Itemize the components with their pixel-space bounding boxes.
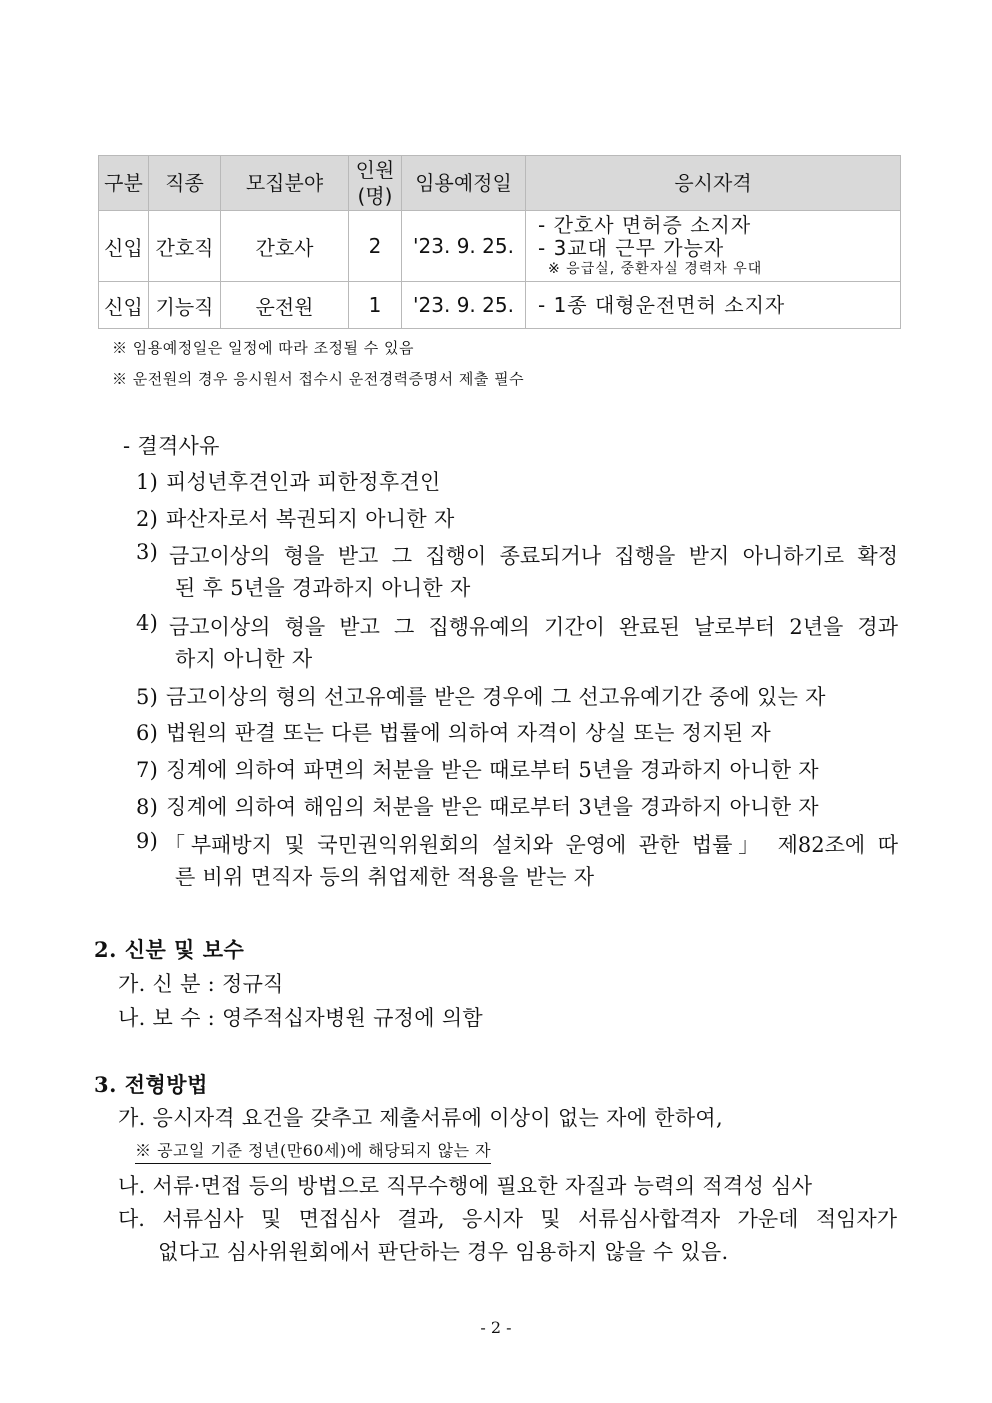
table-note: ※ 운전원의 경우 응시원서 접수시 운전경력증명서 제출 필수 bbox=[112, 370, 525, 388]
item-number: 4) bbox=[136, 611, 159, 635]
cell-job: 기능직 bbox=[149, 282, 221, 329]
method-line: 가. 응시자격 요건을 갖추고 제출서류에 이상이 없는 자에 한하여, bbox=[118, 1106, 723, 1130]
cell-date: '23. 9. 25. bbox=[402, 211, 526, 282]
method-line-continued: 없다고 심사위원회에서 판단하는 경우 임용하지 않을 수 있음. bbox=[158, 1240, 729, 1264]
recruitment-table bbox=[98, 155, 901, 329]
item-text-continued: 른 비위 면직자 등의 취업제한 적용을 받는 자 bbox=[175, 865, 595, 889]
item-number: 6) bbox=[136, 721, 159, 745]
item-text: 「부패방지 및 국민권익위원회의 설치와 운영에 관한 법률」 제82조에 따 bbox=[164, 833, 898, 857]
cell-count: 1 bbox=[349, 282, 402, 329]
table-row bbox=[99, 211, 901, 282]
item-text: 피성년후견인과 피한정후견인 bbox=[166, 470, 441, 494]
item-text: 금고이상의 형을 받고 그 집행유예의 기간이 완료된 날로부터 2년을 경과 bbox=[169, 615, 898, 639]
list-item bbox=[136, 717, 771, 747]
qualification-note: ※ 응급실, 중환자실 경력자 우대 bbox=[548, 261, 763, 277]
method-line: 나. 서류·면접 등의 방법으로 직무수행에 필요한 자질과 능력의 적격성 심사 bbox=[118, 1174, 813, 1198]
item-text: 징계에 의하여 해임의 처분을 받은 때로부터 3년을 경과하지 아니한 자 bbox=[166, 795, 819, 819]
section-heading: 2. 신분 및 보수 bbox=[94, 937, 245, 962]
item-number: 5) bbox=[136, 685, 159, 709]
cell-date: '23. 9. 25. bbox=[402, 282, 526, 329]
section-heading: 3. 전형방법 bbox=[94, 1072, 208, 1097]
item-text-continued: 하지 아니한 자 bbox=[175, 647, 313, 671]
table-header-row bbox=[99, 156, 901, 211]
qualification-line: - 1종 대형운전면허 소지자 bbox=[538, 292, 786, 317]
cell-qualification bbox=[526, 211, 901, 282]
item-text: 징계에 의하여 파면의 처분을 받은 때로부터 5년을 경과하지 아니한 자 bbox=[166, 758, 819, 782]
item-number: 2) bbox=[136, 507, 159, 531]
header-job: 직종 bbox=[149, 156, 221, 211]
header-field: 모집분야 bbox=[221, 156, 349, 211]
cell-field: 간호사 bbox=[221, 211, 349, 282]
list-item bbox=[136, 754, 819, 784]
table-note: ※ 임용예정일은 일정에 따라 조정될 수 있음 bbox=[112, 339, 414, 357]
item-number: 3) bbox=[136, 540, 159, 564]
item-number: 9) bbox=[136, 829, 159, 853]
list-item bbox=[136, 466, 441, 496]
page-number: - 2 - bbox=[480, 1318, 512, 1337]
header-qualification: 응시자격 bbox=[526, 156, 901, 211]
qualification-line: - 간호사 면허증 소지자 bbox=[538, 213, 752, 237]
header-date: 임용예정일 bbox=[402, 156, 526, 211]
cell-count: 2 bbox=[349, 211, 402, 282]
header-count: 인원 (명) bbox=[349, 156, 402, 211]
item-number: 1) bbox=[136, 470, 159, 494]
salary-line: 나. 보 수 : 영주적십자병원 규정에 의함 bbox=[118, 1006, 483, 1030]
cell-qualification bbox=[526, 282, 901, 329]
disqualification-title: - 결격사유 bbox=[123, 434, 220, 458]
header-type: 구분 bbox=[99, 156, 149, 211]
list-item bbox=[136, 681, 826, 711]
item-number: 8) bbox=[136, 795, 159, 819]
item-text: 금고이상의 형을 받고 그 집행이 종료되거나 집행을 받지 아니하기로 확정 bbox=[169, 544, 898, 568]
method-line: 다. 서류심사 및 면접심사 결과, 응시자 및 서류심사합격자 가운데 적임자가 bbox=[118, 1207, 897, 1231]
item-text: 법원의 판결 또는 다른 법률에 의하여 자격이 상실 또는 정지된 자 bbox=[166, 721, 771, 745]
cell-job: 간호직 bbox=[149, 211, 221, 282]
list-item bbox=[136, 791, 819, 821]
item-text: 금고이상의 형의 선고유예를 받은 경우에 그 선고유예기간 중에 있는 자 bbox=[166, 685, 826, 709]
list-item bbox=[136, 503, 455, 533]
qualification-line: - 3교대 근무 가능자 bbox=[538, 236, 725, 260]
table-row bbox=[99, 282, 901, 329]
age-limit-note: ※ 공고일 기준 정년(만60세)에 해당되지 않는 자 bbox=[135, 1138, 491, 1164]
item-text-continued: 된 후 5년을 경과하지 아니한 자 bbox=[175, 576, 471, 600]
item-number: 7) bbox=[136, 758, 159, 782]
cell-type: 신입 bbox=[99, 282, 149, 329]
item-text: 파산자로서 복권되지 아니한 자 bbox=[166, 507, 455, 531]
cell-type: 신입 bbox=[99, 211, 149, 282]
status-line: 가. 신 분 : 정규직 bbox=[118, 972, 284, 996]
cell-field: 운전원 bbox=[221, 282, 349, 329]
